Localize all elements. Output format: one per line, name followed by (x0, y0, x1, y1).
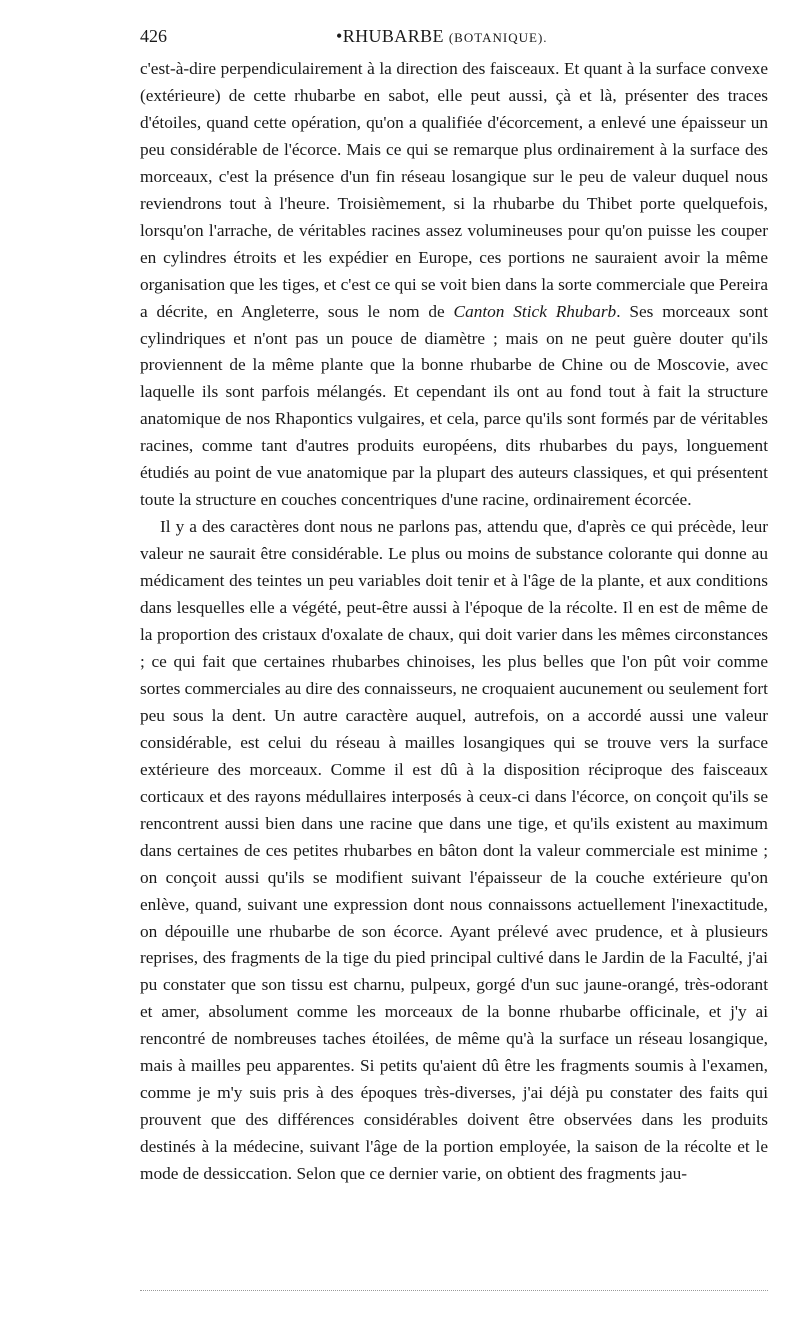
body-text (140, 56, 768, 1188)
paragraph-2 (140, 514, 768, 1188)
page-header (140, 26, 780, 50)
text-segment: Il y a des caractères dont nous ne parlons pas, attendu que, d'après ce qui précède, leur valeur ne saurait être considérable. Le plus ou moins de substance colorante qui donne au médicament des teintes un peu variables doit tenir et à l'âge de la plante, et aux conditions dans lesquelles elle a végété, peut-être aussi à l'époque de la récolte. Il en est de même de la proportion des cristaux d'oxalate de chaux, qui doit varier dans les mêmes circonstances ; ce qui fait que certaines rhubarbes chinoises, les plus belles que l'on pût voir comme sortes commerciales au dire des connaisseurs, ne croquaient aucunement ou seulement fort peu sous la dent. Un autre caractère auquel, autrefois, on a accordé aussi une valeur considérable, est celui du réseau à mailles losangiques qui se trouve vers la surface extérieure des morceaux. Comme il est dû à la disposition réciproque des faisceaux corticaux et des rayons médullaires interposés à ceux-ci dans l'écorce, on conçoit qu'ils se rencontrent aussi bien dans une racine que dans une tige, et qu'ils existent au maximum dans certaines de ces petites rhubarbes en bâton dont la valeur commerciale est minime ; on conçoit aussi qu'ils se modifient suivant l'épaisseur de la couche extérieure qu'on enlève, quand, suivant une expression dont nous connaissons actuellement l'inexactitude, on dépouille une rhubarbe de son écorce. Ayant prélevé avec prudence, et à plusieurs reprises, des fragments de la tige du pied principal cultivé dans le Jardin de la Faculté, j'ai pu constater que son tissu est charnu, pulpeux, gorgé d'un suc jaune-orangé, très-odorant et amer, absolument comme les morceaux de la bonne rhubarbe officinale, et j'y ai rencontré de nombreuses taches étoilées, de même qu'à la surface un réseau losangique, mais à mailles peu apparentes. Si petits qu'aient dû être les fragments soumis à l'examen, comme je m'y suis pris à des époques très-diverses, j'ai déjà pu constater des faits qui prouvent que des différences considérables doivent être observées dans les produits destinés à la médecine, suivant l'âge de la portion employée, la saison de la récolte et le mode de dessiccation. Selon que ce dernier varie, on obtient des fragments jau- (140, 517, 768, 1184)
running-title-sub: (BOTANIQUE). (448, 30, 548, 45)
page-number: 426 (140, 26, 167, 46)
running-title (336, 26, 548, 47)
text-segment: . Ses morceaux sont cylindriques et n'ont pas un pouce de diamètre ; mais on ne peut guère douter qu'ils proviennent de la même plante que la bonne rhubarbe de Chine ou de Moscovie, avec laquelle ils sont parfois mélangés. Et cependant ils ont au fond tout à fait la structure anatomique de nos Rhapontics vulgaires, et cela, parce qu'ils sont formés par de véritables racines, comme tant d'autres produits européens, dits rhubarbes du pays, longuement étudiés au point de vue anatomique par la plupart des auteurs classiques, et qui présentent toute la structure en couches concentriques d'une racine, ordinairement écorcée. (140, 301, 768, 510)
footer-rule (140, 1290, 768, 1291)
running-title-main: •RHUBARBE (336, 26, 444, 46)
paragraph-1 (140, 56, 768, 514)
text-segment: c'est-à-dire perpendiculairement à la direction des faisceaux. Et quant à la surface convexe (extérieure) de cette rhubarbe en sabot, elle peut aussi, çà et là, présenter des traces d'étoiles, quand cette opération, qu'on a qualifiée d'écorcement, a enlevé une épaisseur un peu considérable de l'écorce. Mais ce qui se remarque plus ordinairement à la surface des morceaux, c'est la présence d'un fin réseau losangique sur le peu de valeur duquel nous reviendrons tout à l'heure. Troisièmement, si la rhubarbe du Thibet porte quelquefois, lorsqu'on l'arrache, de véritables racines assez volumineuses pour qu'on puisse les couper en cylindres étroits et les expédier en Europe, ces portions ne sauraient avoir la même organisation que les tiges, et c'est ce qui se voit bien dans la sorte commerciale que Pereira a décrite, en Angleterre, sous le nom de (140, 59, 768, 321)
italic-segment: Canton Stick Rhubarb (453, 301, 617, 321)
